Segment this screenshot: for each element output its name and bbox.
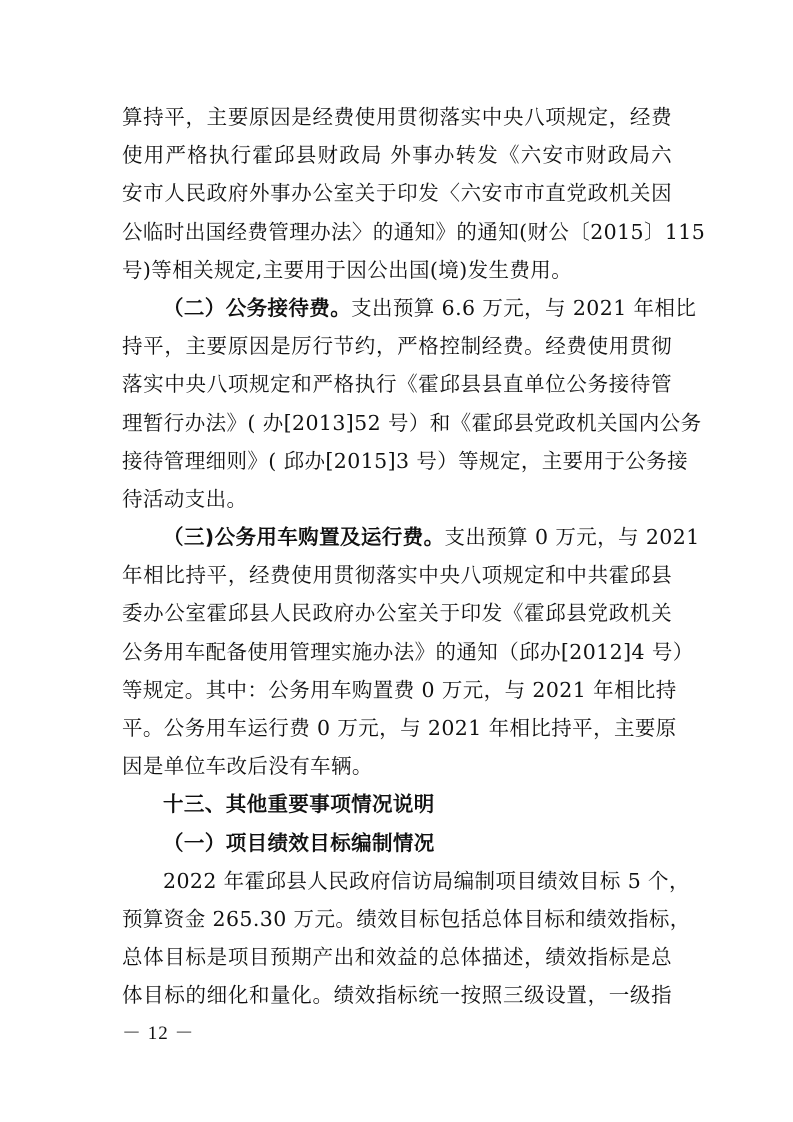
text-line: 委办公室霍邱县人民政府办公室关于印发《霍邱县党政机关 <box>122 601 672 626</box>
text-line: 因是单位车改后没有车辆。 <box>122 754 373 779</box>
text-line: 公务用车配备使用管理实施办法》的通知（邱办[2012]4 号） <box>122 639 694 664</box>
text-segment: 支出预算 0 万元，与 2021 <box>444 525 700 550</box>
text-line: 理暂行办法》( 办[2013]52 号）和《霍邱县党政机关国内公务 <box>122 410 702 435</box>
text-line: 使用严格执行霍邱县财政局 外事办转发《六安市财政局六 <box>122 143 672 168</box>
text-line: 安市人民政府外事办公室关于印发〈六安市市直党政机关因 <box>122 181 672 206</box>
text-line: 体目标的细化和量化。绩效指标统一按照三级设置，一级指 <box>122 983 672 1008</box>
text-line <box>122 518 700 556</box>
text-segment: 支出预算 6.6 万元，与 2021 年相比 <box>351 295 697 320</box>
paragraph-reception-expenses <box>122 289 702 518</box>
text-line: 算持平，主要原因是经费使用贯彻落实中央八项规定，经费 <box>122 105 672 129</box>
document-body <box>122 98 706 1015</box>
text-line: 公临时出国经费管理办法〉的通知》的通知(财公〔2015〕115 <box>122 219 706 244</box>
text-line: 号)等相关规定,主要用于因公出国(境)发生费用。 <box>122 257 573 282</box>
text-line: 平。公务用车运行费 0 万元，与 2021 年相比持平，主要原 <box>122 716 677 740</box>
paragraph-outbound-travel <box>122 98 706 289</box>
text-line: 接待管理细则》( 邱办[2015]3 号）等规定，主要用于公务接 <box>122 448 689 473</box>
paragraph-heading: （三)公务用车购置及运行费。 <box>163 525 445 550</box>
text-line: 年相比持平，经费使用贯彻落实中央八项规定和中共霍邱县 <box>122 563 672 588</box>
section-title: 十三、其他重要事项情况说明 <box>163 792 435 817</box>
text-line: 2022 年霍邱县人民政府信访局编制项目绩效目标 5 个， <box>163 868 690 893</box>
text-line: 落实中央八项规定和严格执行《霍邱县县直单位公务接待管 <box>122 372 672 397</box>
page-number: － 12 － <box>122 1023 195 1044</box>
text-line <box>122 289 697 327</box>
text-line: 待活动支出。 <box>122 486 248 511</box>
text-line: 总体目标是项目预期产出和效益的总体描述，绩效指标是总 <box>122 945 672 970</box>
text-line: 持平，主要原因是厉行节约，严格控制经费。经费使用贯彻 <box>122 334 672 359</box>
section-subtitle: （一）项目绩效目标编制情况 <box>163 830 435 855</box>
paragraph-vehicle-expenses <box>122 518 700 785</box>
text-line: 等规定。其中：公务用车购置费 0 万元，与 2021 年相比持 <box>122 677 677 702</box>
text-line: 预算资金 265.30 万元。绩效目标包括总体目标和绩效指标， <box>122 906 691 931</box>
section-other-matters <box>122 785 691 1014</box>
paragraph-heading: （二）公务接待费。 <box>163 295 352 320</box>
